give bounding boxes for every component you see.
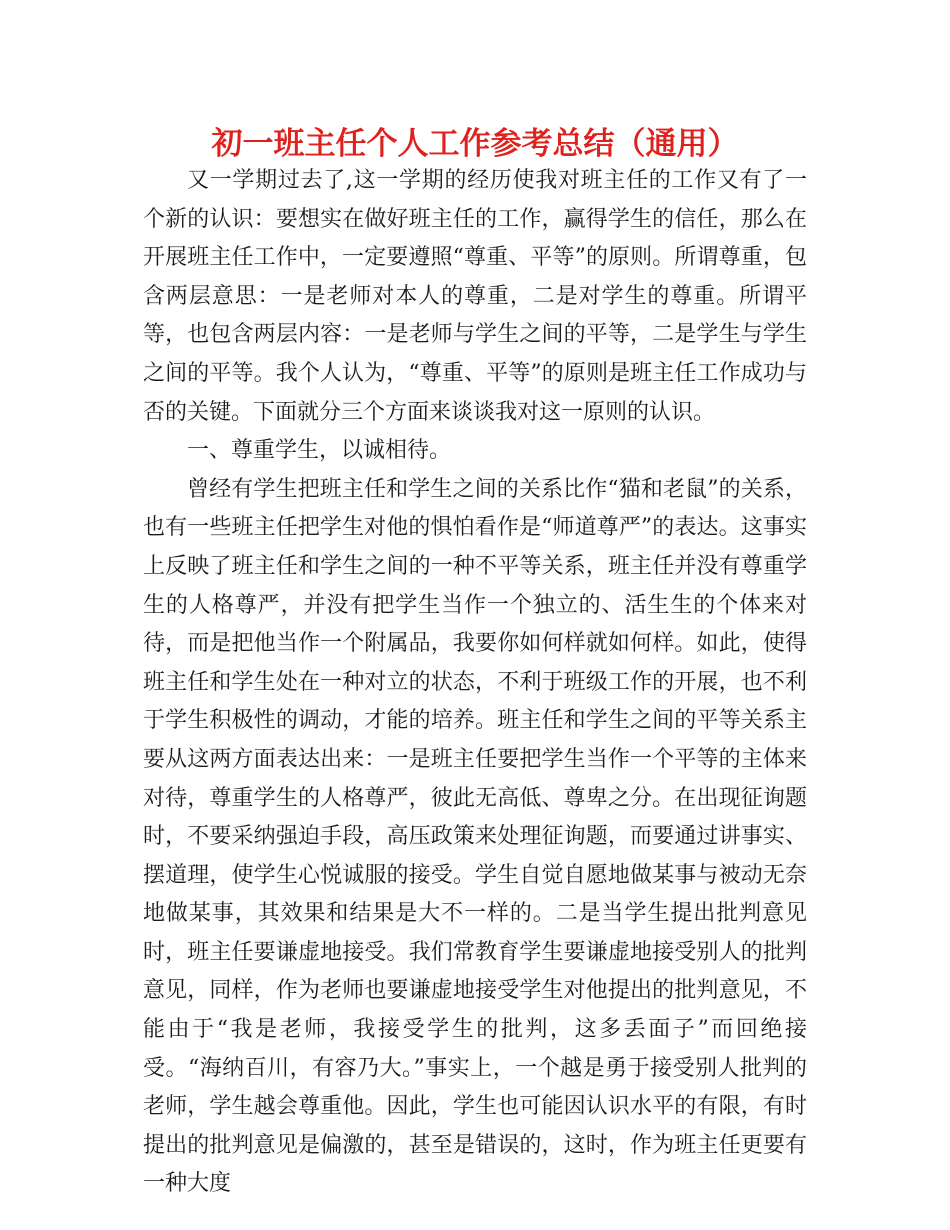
document-title: 初一班主任个人工作参考总结（通用） xyxy=(211,126,739,162)
document-body xyxy=(143,162,807,1204)
section-heading-1: 一、尊重学生，以诚相待。 xyxy=(187,438,452,464)
intro-paragraph: 又一学期过去了,这一学期的经历使我对班主任的工作又有了一个新的认识：要想实在做好班主任的工作，赢得学生的信任，那么在开展班主任工作中，一定要遵照“尊重、平等”的原则。所谓尊重，包含两层意思：一是老师对本人的尊重，二是对学生的尊重。所谓平等，也包含两层内容：一是老师与学生之间的平等，二是学生与学生之间的平等。我个人认为，“尊重、平等”的原则是班主任工作成功与否的关键。下面就分三个方面来谈谈我对这一原则的认识。 xyxy=(143,168,807,425)
body-paragraph: 曾经有学生把班主任和学生之间的关系比作“猫和老鼠”的关系，也有一些班主任把学生对他的惧怕看作是“师道尊严”的表达。这事实上反映了班主任和学生之间的一种不平等关系，班主任并没有尊重学生的人格尊严，并没有把学生当作一个独立的、活生生的个体来对待，而是把他当作一个附属品，我要你如何样就如何样。如此，使得班主任和学生处在一种对立的状态，不利于班级工作的开展，也不利于学生积极性的调动，才能的培养。班主任和学生之间的平等关系主要从这两方面表达出来：一是班主任要把学生当作一个平等的主体来对待，尊重学生的人格尊严，彼此无高低、尊卑之分。在出现征询题时，不要采纳强迫手段，高压政策来处理征询题，而要通过讲事实、摆道理，使学生心悦诚服的接受。学生自觉自愿地做某事与被动无奈地做某事，其效果和结果是大不一样的。二是当学生提出批判意见时，班主任要谦虚地接受。我们常教育学生要谦虚地接受别人的批判意见，同样，作为老师也要谦虚地接受学生对他提出的批判意见，不能由于“我是老师，我接受学生的批判，这多丢面子”而回绝接受。“海纳百川，有容乃大。”事实上，一个越是勇于接受别人批判的老师，学生越会尊重他。因此，学生也可能因认识水平的有限，有时提出的批判意见是偏激的，甚至是错误的，这时，作为班主任更要有一种大度 xyxy=(143,476,807,1197)
